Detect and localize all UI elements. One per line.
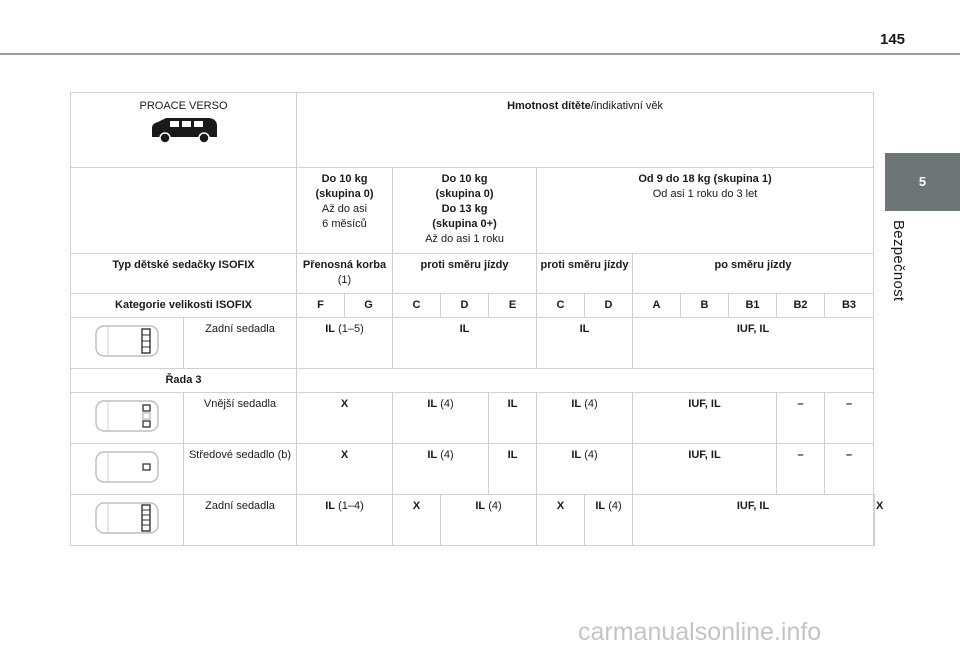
value-bold: IL <box>595 500 606 512</box>
seat-type-cell <box>537 254 633 294</box>
group-line: Do 10 kg <box>321 173 368 185</box>
row-group-heading: Řada 3 <box>71 369 297 393</box>
seat-rear-row-icon <box>94 323 160 359</box>
size-class-cell: E <box>489 294 537 318</box>
seat-rear-bench-icon <box>94 500 160 536</box>
seat-diagram-cell <box>71 495 184 546</box>
size-class-cell: B3 <box>825 294 874 318</box>
value-cell: – <box>825 444 874 495</box>
size-class-cell: C <box>393 294 441 318</box>
size-class-label: Kategorie velikosti ISOFIX <box>71 294 297 318</box>
seat-outer-icon <box>94 398 160 434</box>
value-bold: IL <box>571 449 582 461</box>
value-cell: X <box>297 444 393 495</box>
value-cell: IUF, IL <box>633 318 874 369</box>
group-line: Od asi 1 roku do 3 let <box>652 188 758 200</box>
size-class-cell: G <box>345 294 393 318</box>
value-cell: X <box>393 495 441 546</box>
value-cell <box>537 444 633 495</box>
value-cell: X <box>297 393 393 444</box>
seat-diagram-cell <box>71 318 184 369</box>
value-rest: (4) <box>437 398 454 410</box>
seat-type-cell <box>393 254 537 294</box>
group-line: Do 10 kg <box>441 173 488 185</box>
section-tab: 5 <box>885 153 960 211</box>
value-rest: (1–4) <box>335 500 364 512</box>
page-number: 145 <box>880 31 906 48</box>
value-rest: (1–5) <box>335 323 364 335</box>
size-class-cell: D <box>441 294 489 318</box>
size-class-cell: B <box>681 294 729 318</box>
empty-cell <box>71 168 297 254</box>
value-cell: IL <box>393 318 537 369</box>
section-title: Bezpečnost <box>890 220 907 302</box>
group-line: (skupina 0) <box>315 188 374 200</box>
mass-header-cell <box>297 93 874 168</box>
value-cell <box>441 495 537 546</box>
row-label: Zadní sedadla <box>184 495 297 546</box>
mass-header-bold: Hmotnost dítěte <box>507 100 591 112</box>
value-rest: (4) <box>605 500 622 512</box>
row-label: Středové sedadlo (b) <box>184 444 297 495</box>
value-rest: (4) <box>581 398 598 410</box>
value-cell: IUF, IL <box>633 495 874 546</box>
group-line: Do 13 kg <box>441 203 488 215</box>
seat-type-bold: proti směru jízdy <box>420 259 509 271</box>
isofix-table <box>70 92 884 546</box>
value-cell <box>585 495 633 546</box>
row-label: Zadní sedadla <box>184 318 297 369</box>
group-line: (skupina 0+) <box>432 218 497 230</box>
seat-middle-icon <box>94 449 160 485</box>
value-rest: (4) <box>437 449 454 461</box>
seat-type-bold: Přenosná korba <box>302 259 387 271</box>
group-line: Od 9 do 18 kg (skupina 1) <box>638 173 772 185</box>
value-bold: IL <box>325 323 336 335</box>
value-cell: – <box>825 393 874 444</box>
header-rule <box>0 53 960 55</box>
value-rest: (4) <box>581 449 598 461</box>
size-class-cell: A <box>633 294 681 318</box>
group-cell <box>537 168 874 254</box>
seat-type-cell <box>633 254 874 294</box>
seat-type-bold: proti směru jízdy <box>540 259 629 271</box>
value-cell: – <box>777 444 825 495</box>
size-class-cell: F <box>297 294 345 318</box>
value-cell: IUF, IL <box>633 393 777 444</box>
van-icon <box>148 115 220 145</box>
value-cell <box>393 444 489 495</box>
mass-header-rest: /indikativní věk <box>590 100 663 112</box>
value-bold: IL <box>325 500 336 512</box>
value-cell: IUF, IL <box>633 444 777 495</box>
group-line: Až do asi <box>321 203 368 215</box>
seat-type-bold: po směru jízdy <box>714 259 792 271</box>
group-cell <box>297 168 393 254</box>
group-cell <box>393 168 537 254</box>
vehicle-name: PROACE VERSO <box>139 100 228 112</box>
seat-diagram-cell <box>71 393 184 444</box>
empty-cell <box>297 369 874 393</box>
value-rest: (4) <box>485 500 502 512</box>
seat-type-label: Typ dětské sedačky ISOFIX <box>71 254 297 294</box>
value-cell: – <box>777 393 825 444</box>
size-class-cell: C <box>537 294 585 318</box>
value-cell: IL <box>489 393 537 444</box>
value-cell: X <box>876 500 884 512</box>
value-cell: IL <box>489 444 537 495</box>
value-bold: IL <box>571 398 582 410</box>
group-line: Až do asi 1 roku <box>425 233 504 245</box>
row-label: Vnější sedadla <box>184 393 297 444</box>
value-bold: IL <box>427 449 438 461</box>
group-line: 6 měsíců <box>322 218 367 230</box>
value-bold: IL <box>475 500 486 512</box>
size-class-cell: B2 <box>777 294 825 318</box>
size-class-cell: D <box>585 294 633 318</box>
seat-type-rest: (1) <box>337 274 352 286</box>
value-cell: IL <box>537 318 633 369</box>
value-bold: IL <box>427 398 438 410</box>
vehicle-header-cell <box>71 93 297 168</box>
watermark: carmanualsonline.info <box>578 618 822 646</box>
value-cell <box>297 318 393 369</box>
seat-diagram-cell <box>71 444 184 495</box>
seat-type-cell <box>297 254 393 294</box>
value-cell <box>537 393 633 444</box>
size-class-cell: B1 <box>729 294 777 318</box>
value-cell <box>393 393 489 444</box>
group-line: (skupina 0) <box>435 188 494 200</box>
value-cell <box>297 495 393 546</box>
value-cell: X <box>537 495 585 546</box>
